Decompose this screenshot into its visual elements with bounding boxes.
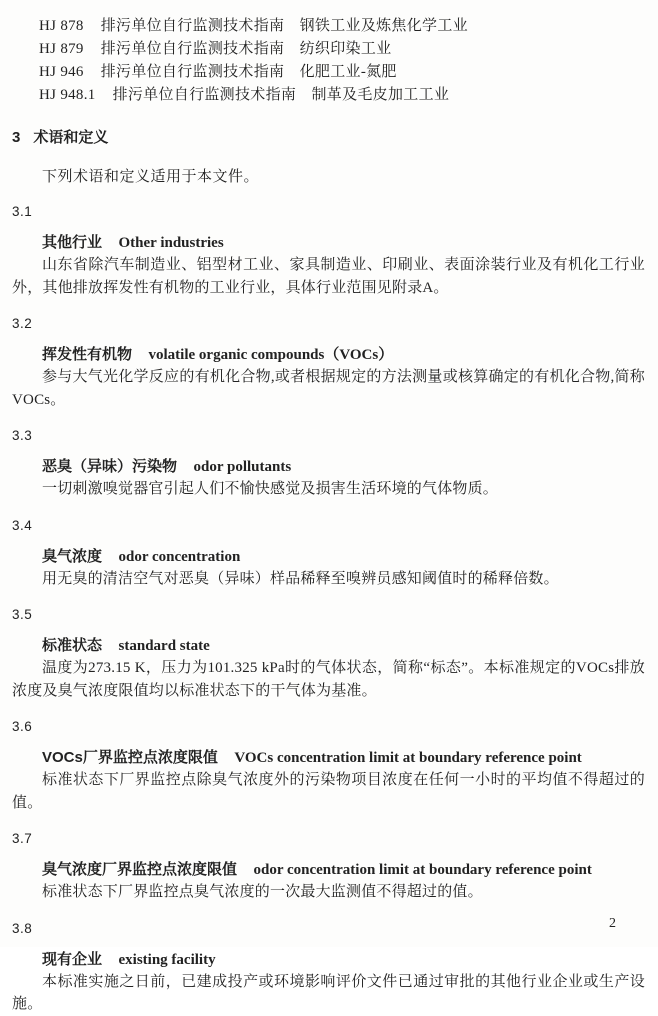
term-title bbox=[12, 546, 645, 568]
term-block bbox=[12, 829, 645, 904]
term-number: 3.6 bbox=[12, 719, 33, 734]
term-definition: 一切刺激嗅觉器官引起人们不愉快感觉及损害生活环境的气体物质。 bbox=[42, 481, 499, 497]
reference-code: HJ 879 bbox=[39, 41, 84, 57]
term-block bbox=[12, 516, 645, 591]
term-block bbox=[12, 605, 645, 702]
reference-code: HJ 878 bbox=[39, 18, 84, 34]
term-definition: 标准状态下厂界监控点除臭气浓度外的污染物项目浓度在任何一小时的平均值不得超过的值。 bbox=[12, 772, 645, 811]
page-number: 2 bbox=[609, 916, 616, 931]
reference-item bbox=[39, 15, 645, 38]
term-title bbox=[12, 747, 645, 769]
term-name-zh: 其他行业 bbox=[42, 234, 103, 251]
term-title bbox=[12, 949, 645, 971]
term-name-zh: 臭气浓度 bbox=[42, 547, 103, 565]
section-heading bbox=[12, 128, 645, 148]
term-number: 3.1 bbox=[12, 204, 33, 219]
term-name-en: Other industries bbox=[118, 235, 224, 251]
term-definition: 用无臭的清洁空气对恶臭（异味）样品稀释至嗅辨员感知阈值时的稀释倍数。 bbox=[42, 570, 559, 587]
term-definition: 参与大气光化学反应的有机化合物,或者根据规定的方法测量或核算确定的有机化合物,简称VOCs。 bbox=[12, 369, 645, 408]
term-name-en: odor concentration limit at boundary reference point bbox=[253, 862, 592, 878]
term-name-zh: VOCs厂界监控点浓度限值 bbox=[42, 749, 218, 766]
term-number: 3.3 bbox=[12, 428, 33, 443]
term-title bbox=[12, 344, 645, 366]
term-definition: 山东省除汽车制造业、铝型材工业、家具制造业、印刷业、表面涂装行业及有机化工行业外，其他排放挥发性有机物的工业行业，具体行业范围见附录A。 bbox=[12, 257, 645, 296]
reference-code: HJ 946 bbox=[39, 64, 84, 80]
term-block bbox=[12, 426, 645, 501]
term-title bbox=[12, 859, 645, 881]
term-number: 3.8 bbox=[12, 920, 33, 936]
reference-title: 排污单位自行监测技术指南 钢铁工业及炼焦化学工业 bbox=[100, 18, 468, 34]
term-name-en: VOCs concentration limit at boundary reference point bbox=[234, 750, 582, 766]
term-name-zh: 挥发性有机物 bbox=[42, 346, 133, 363]
term-block bbox=[12, 314, 645, 411]
section-title: 术语和定义 bbox=[33, 129, 109, 146]
term-name-zh: 标准状态 bbox=[42, 637, 103, 654]
term-name-en: existing facility bbox=[118, 951, 216, 968]
reference-item bbox=[39, 38, 645, 61]
term-definition: 本标准实施之日前，已建成投产或环境影响评价文件已通过审批的其他行业企业或生产设施。 bbox=[12, 973, 645, 1012]
section-intro: 下列术语和定义适用于本文件。 bbox=[42, 169, 260, 185]
reference-title: 排污单位自行监测技术指南 纺织印染工业 bbox=[100, 41, 392, 57]
term-name-en: standard state bbox=[118, 638, 210, 654]
reference-item bbox=[39, 61, 645, 84]
reference-list bbox=[39, 15, 645, 107]
term-name-en: volatile organic compounds（VOCs） bbox=[148, 347, 394, 363]
term-title bbox=[12, 456, 645, 478]
term-number: 3.7 bbox=[12, 831, 33, 846]
term-number: 3.2 bbox=[12, 316, 33, 331]
term-block bbox=[12, 202, 645, 299]
term-definition: 温度为273.15 K，压力为101.325 kPa时的气体状态，简称“标态”。本标准规定的VOCs排放浓度及臭气浓度限值均以标准状态下的干气体为基准。 bbox=[12, 660, 645, 699]
term-block bbox=[12, 717, 645, 814]
term-number: 3.5 bbox=[12, 607, 33, 622]
term-name-en: odor pollutants bbox=[193, 459, 292, 475]
term-name-zh: 恶臭（异味）污染物 bbox=[42, 458, 178, 475]
term-name-zh: 臭气浓度厂界监控点浓度限值 bbox=[42, 861, 238, 878]
term-name-en: odor concentration bbox=[118, 548, 241, 565]
term-title bbox=[12, 635, 645, 657]
reference-title: 排污单位自行监测技术指南 制革及毛皮加工工业 bbox=[112, 87, 450, 103]
term-title bbox=[12, 232, 645, 254]
reference-code: HJ 948.1 bbox=[39, 87, 96, 103]
reference-item bbox=[39, 84, 645, 107]
terms-list bbox=[12, 202, 645, 1016]
section-number: 3 bbox=[12, 129, 21, 146]
reference-title: 排污单位自行监测技术指南 化肥工业-氮肥 bbox=[100, 64, 397, 80]
term-block bbox=[12, 919, 645, 1016]
term-definition: 标准状态下厂界监控点臭气浓度的一次最大监测值不得超过的值。 bbox=[42, 884, 483, 900]
term-name-zh: 现有企业 bbox=[42, 950, 103, 968]
term-number: 3.4 bbox=[12, 517, 33, 533]
